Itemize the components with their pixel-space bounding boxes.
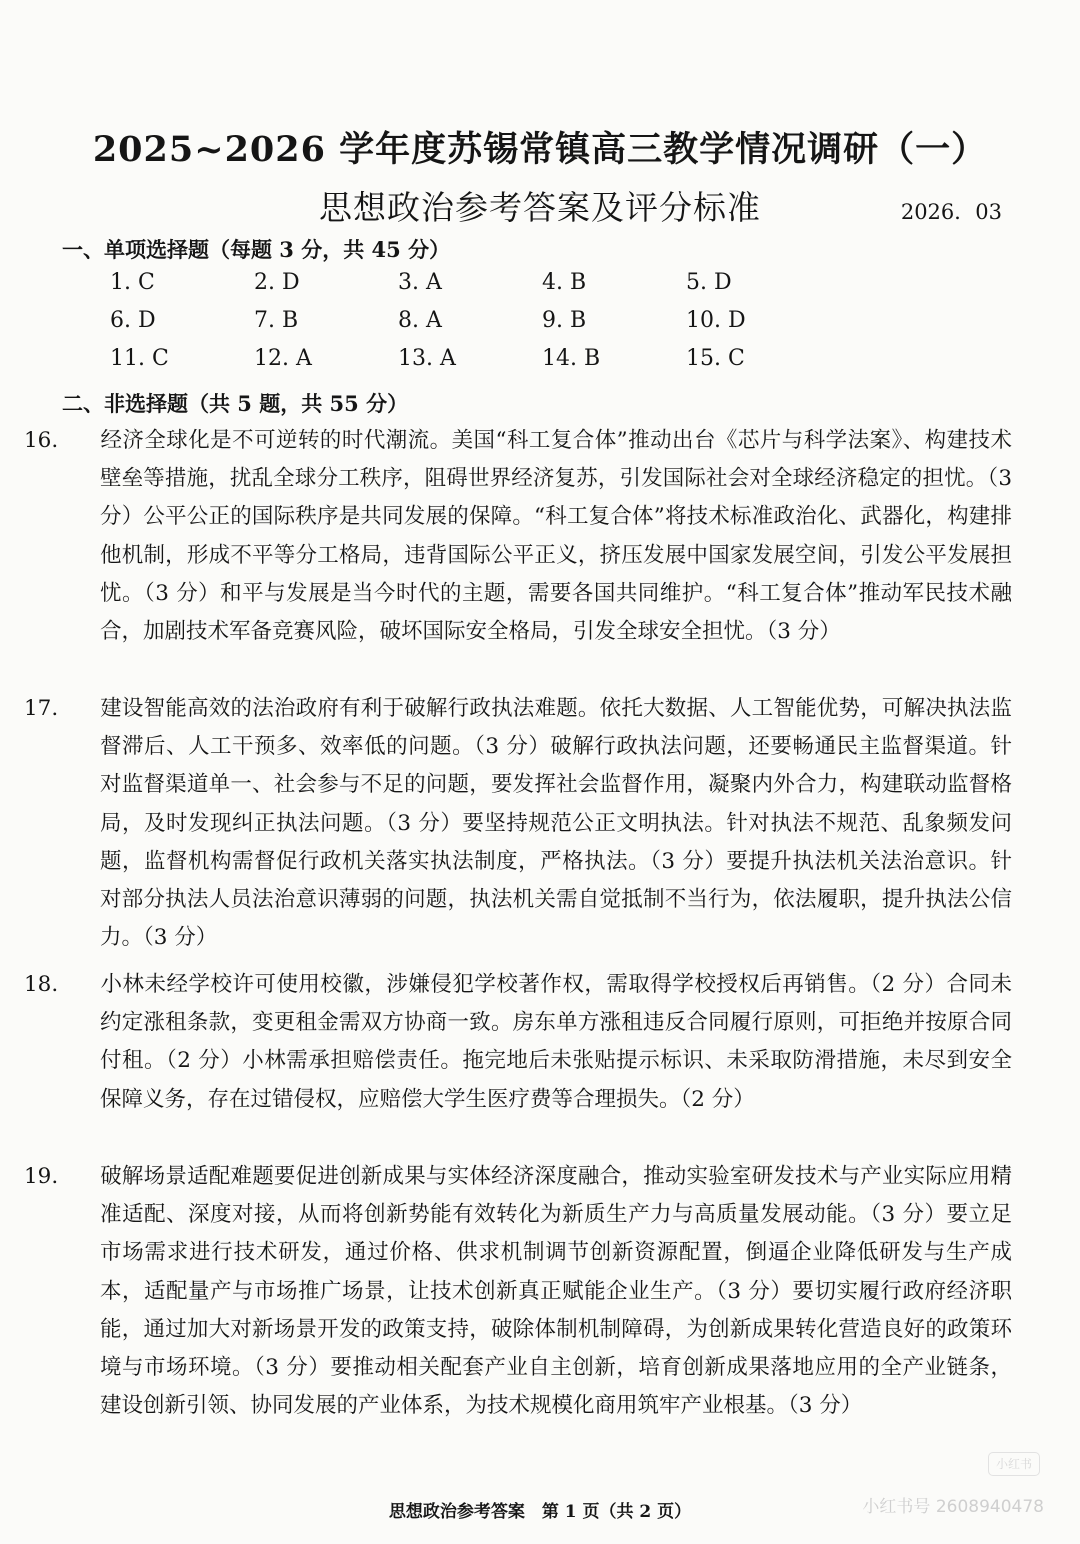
page-subtitle: 思想政治参考答案及评分标准 [319,188,761,227]
section-2-heading: 二、非选择题（共 5 题，共 55 分） [62,391,409,416]
question-19-answer [24,1158,1012,1425]
answer-item: 7. B [254,308,299,333]
document-date: 2026．03 [900,200,1002,224]
question-17-answer [24,690,1012,957]
answer-item: 14. B [542,346,601,371]
page-footer: 思想政治参考答案 第 1 页（共 2 页） [388,1502,692,1522]
question-text: 破解场景适配难题要促进创新成果与实体经济深度融合，推动实验室研发技术与产业实际应用精准适配、深度对接，从而将创新势能有效转化为新质生产力与高质量发展动能。（3 分）要立足市场需求进行技术研发，通过价格、供求机制调节创新资源配置，倒逼企业降低研发与生产成本，适配量产与市场推广场景，让技术创新真正赋能企业生产。（3 分）要切实履行政府经济职能，通过加大对新场景开发的政策支持，破除体制机制障碍，为创新成果转化营造良好的政策环境与市场环境。（3 分）要推动相关配套产业自主创新，培育创新成果落地应用的全产业链条，建设创新引领、协同发展的产业体系，为技术规模化商用筑牢产业根基。（3 分） [100,1164,1012,1419]
question-18-answer [24,966,1012,1119]
answer-item: 12. A [254,346,312,371]
watermark-text: 小红书号 2608940478 [862,1497,1044,1517]
question-text: 小林未经学校许可使用校徽，涉嫌侵犯学校著作权，需取得学校授权后再销售。（2 分）合同未约定涨租条款，变更租金需双方协商一致。房东单方涨租违反合同履行原则，可拒绝并按原合同付租。（2 分）小林需承担赔偿责任。拖完地后未张贴提示标识、未采取防滑措施，未尽到安全保障义务，存在过错侵权，应赔偿大学生医疗费等合理损失。（2 分） [100,972,1012,1112]
watermark-logo: 小红书 [988,1452,1040,1476]
question-number: 17. [24,696,59,721]
question-16-answer [24,422,1012,651]
answer-item: 8. A [398,308,442,333]
answer-row [110,308,830,346]
question-text: 建设智能高效的法治政府有利于破解行政执法难题。依托大数据、人工智能优势，可解决执法监督滞后、人工干预多、效率低的问题。（3 分）破解行政执法问题，还要畅通民主监督渠道。针对监督渠道单一、社会参与不足的问题，要发挥社会监督作用，凝聚内外合力，构建联动监督格局，及时发现纠正执法问题。（3 分）要坚持规范公正文明执法。针对执法不规范、乱象频发问题，监督机构需督促行政机关落实执法制度，严格执法。（3 分）要提升执法机关法治意识。针对部分执法人员法治意识薄弱的问题，执法机关需自觉抵制不当行为，依法履职，提升执法公信力。（3 分） [100,696,1012,951]
answer-item: 2. D [254,270,300,295]
answer-item: 10. D [686,308,746,333]
question-number: 19. [24,1164,59,1189]
answer-item: 11. C [110,346,169,371]
question-text: 经济全球化是不可逆转的时代潮流。美国“科工复合体”推动出台《芯片与科学法案》、构建技术壁垒等措施，扰乱全球分工秩序，阻碍世界经济复苏，引发国际社会对全球经济稳定的担忧。（3 分）公平公正的国际秩序是共同发展的保障。“科工复合体”将技术标准政治化、武器化，构建排他机制，形成不平等分工格局，违背国际公平正义，挤压发展中国家发展空间，引发公平发展担忧。（3 分）和平与发展是当今时代的主题，需要各国共同维护。“科工复合体”推动军民技术融合，加剧技术军备竞赛风险，破坏国际安全格局，引发全球安全担忧。（3 分） [100,428,1012,645]
page-title: 2025~2026 学年度苏锡常镇高三教学情况调研（一） [92,129,988,170]
section-1-heading: 一、单项选择题（每题 3 分，共 45 分） [62,237,451,262]
answer-item: 13. A [398,346,456,371]
answer-item: 9. B [542,308,587,333]
question-number: 16. [24,428,59,453]
answer-item: 4. B [542,270,587,295]
answer-item: 5. D [686,270,732,295]
answer-item: 6. D [110,308,156,333]
answer-item: 15. C [686,346,745,371]
answer-row [110,270,830,308]
answer-row [110,346,830,384]
answer-item: 1. C [110,270,155,295]
question-number: 18. [24,972,59,997]
answer-item: 3. A [398,270,442,295]
choice-answer-grid [110,270,830,384]
